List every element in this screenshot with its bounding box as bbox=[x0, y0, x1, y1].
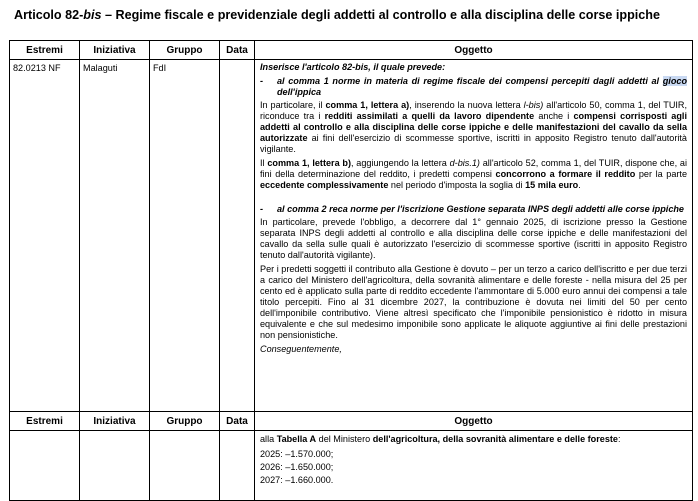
header-gruppo: Gruppo bbox=[150, 41, 220, 60]
cell-gruppo: FdI bbox=[150, 60, 220, 412]
table-header-row bbox=[10, 412, 693, 431]
header-iniziativa: Iniziativa bbox=[80, 41, 150, 60]
header-estremi: Estremi bbox=[10, 412, 80, 431]
paragraph-contributo: Per i predetti soggetti il contributo alla Gestione è dovuto – per un terzo a carico dell'iscritto e per due terzi a carico del Ministero dell'agricoltura, della sovranità alimentare e delle foreste - nella misura del 25 per cento ed è applicato sulla parte di reddito eccedente l'ammontare di 5.000 euro annui dei compensi a tale titolo percepiti. Fino al 31 dicembre 2027, la contribuzione è dovuta nei limiti del 50 per cento dell'imponibile contributivo. Viene altresì specificato che l'imponibile pensionistico è ridotto in misura equivalente e che sul medesimo imponibile sono applicate le aliquote aggiuntive ai fini delle prestazioni non pensionistiche. bbox=[260, 264, 687, 340]
header-oggetto: Oggetto bbox=[255, 412, 693, 431]
paragraph-comma-1-lettera-a: In particolare, il comma 1, lettera a), inserendo la nuova lettera l-bis) all'articolo 50, comma 1, del TUIR, riconduce tra i redditi assimilati a quelli da lavoro dipendente anche i compensi corrisposti agli addetti al controllo e alla disciplina delle corse ippiche e delle manifestazioni del cavallo da sella autorizzate ai fini dell'esercizio di scommesse sportive, iscritti in apposito Registro tenuto dall'autorità vigilante. bbox=[260, 100, 688, 154]
bullet-comma-2: - al comma 2 reca norme per l'iscrizione Gestione separata INPS degli addetti alle corse ippiche bbox=[260, 204, 684, 214]
header-iniziativa: Iniziativa bbox=[80, 412, 150, 431]
cell-oggetto-continued bbox=[255, 431, 693, 501]
amendment-table bbox=[9, 40, 693, 412]
amount-2027: 2027: –1.660.000. bbox=[260, 475, 334, 485]
amount-2025: 2025: –1.570.000; bbox=[260, 449, 334, 459]
cell-estremi: 82.0213 NF bbox=[10, 60, 80, 412]
paragraph-conseguentemente: Conseguentemente, bbox=[260, 344, 342, 354]
header-data: Data bbox=[220, 412, 255, 431]
header-data: Data bbox=[220, 41, 255, 60]
header-gruppo: Gruppo bbox=[150, 412, 220, 431]
table-row bbox=[10, 60, 693, 412]
cell-data bbox=[220, 60, 255, 412]
header-estremi: Estremi bbox=[10, 41, 80, 60]
oggetto-intro: Inserisce l'articolo 82-bis, il quale prevede: bbox=[260, 62, 446, 72]
amount-2026: 2026: –1.650.000; bbox=[260, 462, 334, 472]
paragraph-gestione-separata: In particolare, prevede l'obbligo, a decorrere dal 1° gennaio 2025, di iscrizione presso la Gestione separata INPS degli addetti al controllo e alla disciplina delle corse ippiche e delle manifestazioni del cavallo da sella sulle quali è autorizzato l'esercizio di scommesse sportive (iscritti in apposito Registro tenuto dall'autorità vigilante). bbox=[260, 217, 687, 260]
cell-oggetto bbox=[255, 60, 693, 412]
paragraph-tabella-a: alla Tabella A del Ministero dell'agricoltura, della sovranità alimentare e delle foreste: bbox=[260, 434, 621, 444]
amendment-table-continued bbox=[9, 411, 693, 501]
table-header-row bbox=[10, 41, 693, 60]
header-oggetto: Oggetto bbox=[255, 41, 693, 60]
table-row bbox=[10, 431, 693, 501]
bullet-comma-1: - al comma 1 norme in materia di regime fiscale dei compensi percepiti dagli addetti al gioco dell'ippica bbox=[260, 76, 687, 97]
paragraph-comma-1-lettera-b: Il comma 1, lettera b), aggiungendo la lettera d-bis.1) all'articolo 52, comma 1, del TUIR, dispone che, ai fini della determinazione del reddito, i predetti compensi concorrono a formare il reddito per la parte eccedente complessivamente nel periodo d'imposta la soglia di 15 mila euro. bbox=[260, 158, 688, 190]
highlighted-word: gioco bbox=[662, 76, 687, 86]
cell-iniziativa: Malaguti bbox=[80, 60, 150, 412]
page-title: Articolo 82-bis – Regime fiscale e previdenziale degli addetti al controllo e alla disciplina delle corse ippiche bbox=[14, 8, 660, 22]
